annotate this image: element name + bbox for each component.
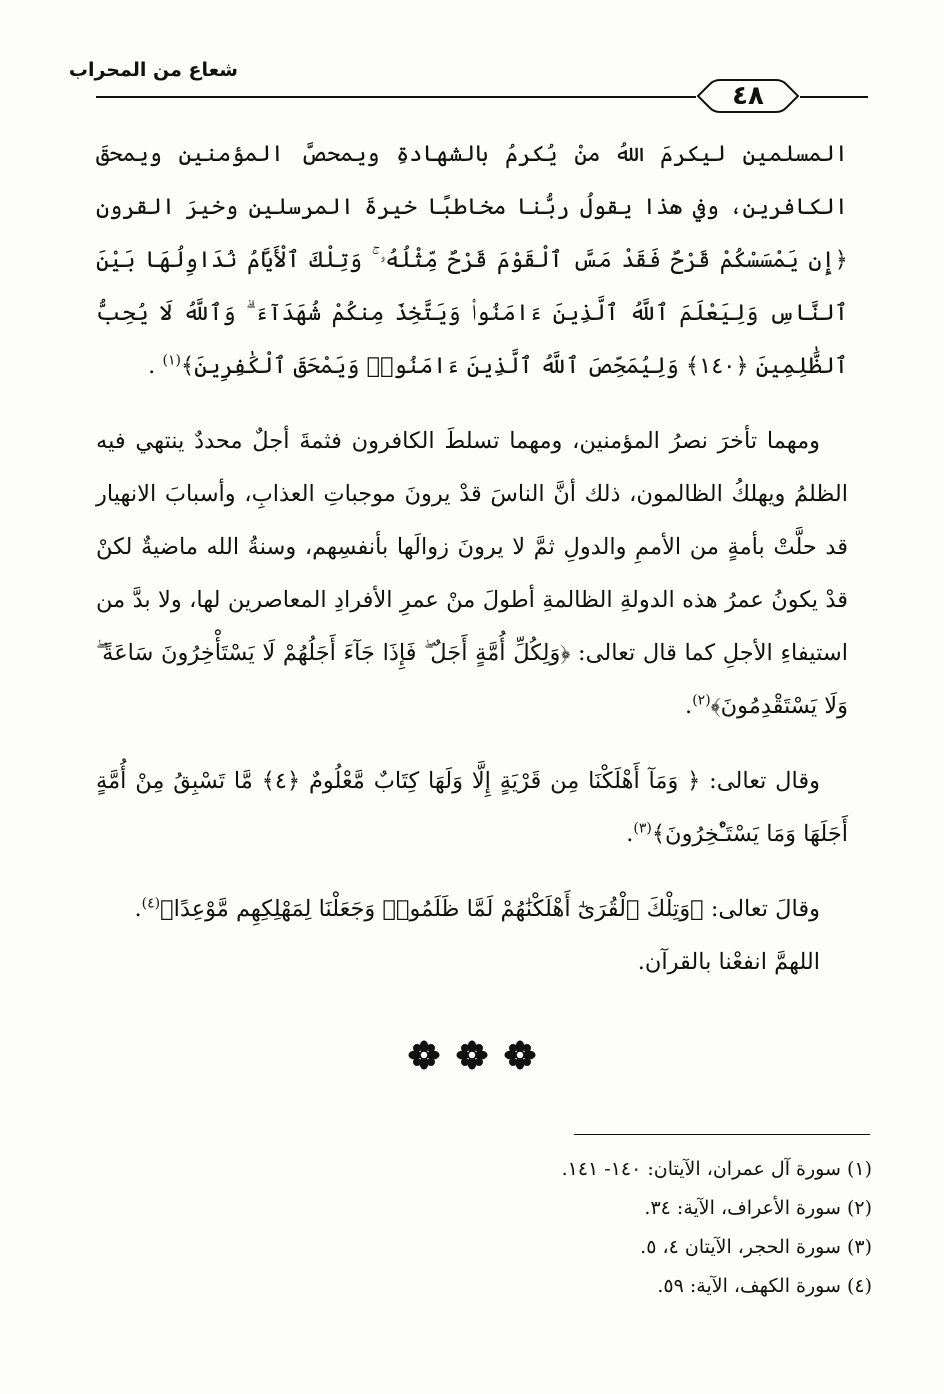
section-ornament [0, 1040, 944, 1070]
main-text [96, 128, 848, 1011]
footnote-rule [574, 1134, 870, 1135]
footnotes [96, 1150, 872, 1306]
footnote-ref-3: (٣) [633, 820, 652, 837]
paragraph-4-text: وقالَ تعالى: [703, 896, 820, 922]
paragraph-4-end: . [134, 896, 142, 922]
header-rule [96, 96, 696, 98]
footnote-ref-1: (١) [162, 352, 181, 369]
footnote-3: (٣) سورة الحجر، الآيتان ٤، ٥. [640, 1236, 872, 1258]
quran-verse-3: ﴿ وَمَآ أَهْلَكْنَا مِن قَرْيَةٍ إِلَّا وَلَهَا كِتَابٌ مَّعْلُومٌ ﴿٤﴾ مَّا تَسْبِقُ مِنْ أُمَّةٍ أَجَلَهَا وَمَا يَسْتَـْٔخِرُونَ﴾ [96, 768, 848, 847]
paragraph-1 [96, 128, 848, 393]
header-rule-right [800, 96, 868, 98]
running-title: شعاع من المحراب [68, 59, 238, 81]
footnote-4: (٤) سورة الكهف، الآية: ٥٩. [657, 1275, 872, 1297]
footnote-ref-2: (٢) [692, 692, 711, 709]
flower-ornament-icon [503, 1040, 537, 1070]
paragraph-5 [96, 936, 848, 989]
closing-prayer: اللهمَّ انفعْنا بالقرآن. [637, 949, 820, 975]
footnote-ref-4: (٤) [141, 895, 161, 912]
paragraph-3-text: وقال تعالى: [700, 768, 820, 794]
quran-verse-1: ﴿إِن يَمْسَسْكُمْ قَرْحٌ فَقَدْ مَسَّ ٱلْقَوْمَ قَرْحٌ مِّثْلُهُۥ ۚ وَتِلْكَ ٱلْأَيَّامُ نُدَاوِلُهَا بَيْنَ ٱلنَّاسِ وَلِيَعْلَمَ ٱللَّهُ ٱلَّذِينَ ءَامَنُوا۟ وَيَتَّخِذَ مِنكُمْ شُهَدَآءَ ۗ وَٱللَّهُ لَا يُحِبُّ ٱلظَّٰلِمِينَ ﴿١٤٠﴾ وَلِيُمَحِّصَ ٱللَّهُ ٱلَّذِينَ ءَامَنُوا۟ وَيَمْحَقَ ٱلْكَٰفِرِينَ﴾ [96, 247, 848, 379]
paragraph-3 [96, 755, 848, 861]
paragraph-2-text: ومهما تأخرَ نصرُ المؤمنين، ومهما تسلطَ الكافرون فثمةَ أجلٌ محددٌ ينتهي فيه الظلمُ ويهلكُ الظالمون، ذلك أنَّ الناسَ قدْ يرونَ موجباتِ العذابِ، وأسبابَ الانهيار قد حلَّتْ بأمةٍ من الأممِ والدولِ ثمَّ لا يرونَ زوالَها بأنفسِهم، وسنةُ الله ماضيةٌ لكنْ قدْ يكونُ عمرُ هذه الدولةِ الظالمةِ أطولَ منْ عمرِ الأفرادِ المعاصرين لها، ولا بدَّ من استيفاءِ الأجلِ كما قال تعالى: [96, 428, 848, 666]
quran-verse-2: ﴿وَلِكُلِّ أُمَّةٍ أَجَلٌ ۖ فَإِذَا جَآءَ أَجَلُهُمْ لَا يَسْتَأْخِرُونَ سَاعَةً ۖ وَلَا يَسْتَقْدِمُونَ﴾ [96, 640, 848, 719]
paragraph-4 [96, 883, 848, 936]
flower-ornament-icon [455, 1040, 489, 1070]
footnote-1: (١) سورة آل عمران، الآيتان: ١٤٠- ١٤١. [561, 1158, 872, 1180]
paragraph-2 [96, 415, 848, 733]
paragraph-1-end: . [148, 353, 163, 379]
page-number: ٤٨ [732, 81, 764, 111]
paragraph-2-end: . [685, 693, 693, 719]
quran-verse-4: ﴿وَتِلْكَ ٱلْقُرَىٰٓ أَهْلَكْنَٰهُمْ لَمَّا ظَلَمُوا۟ وَجَعَلْنَا لِمَهْلِكِهِم مَّوْعِدًا﴾ [160, 896, 704, 922]
page-number-badge [694, 78, 802, 114]
footnote-2: (٢) سورة الأعراف، الآية: ٣٤. [644, 1197, 872, 1219]
paragraph-3-end: . [626, 821, 634, 847]
paragraph-1-text: المسلمين ليكرمَ اللهُ منْ يُكرمُ بالشهادةِ ويمحصَّ المؤمنين ويمحقَ الكافرين، وفي هذا يقولُ ربُّنا مخاطبًا خيرةَ المرسلين وخيرَ القرون [96, 141, 848, 220]
flower-ornament-icon [407, 1040, 441, 1070]
